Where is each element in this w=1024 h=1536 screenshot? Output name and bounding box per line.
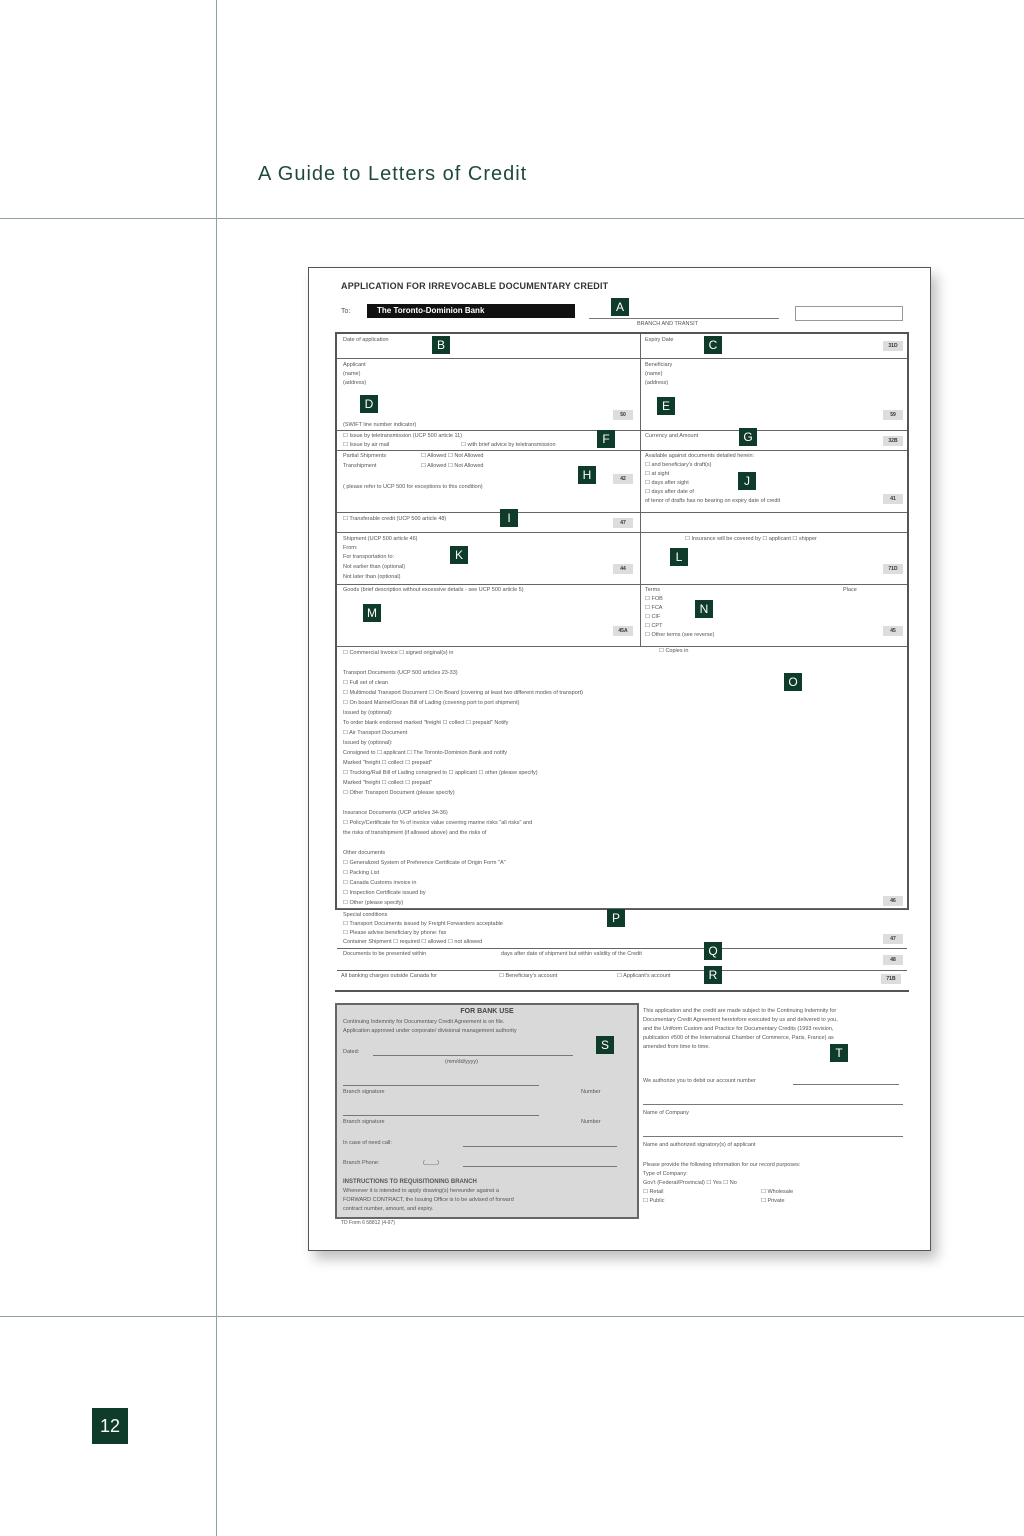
number-label-1: Number [581,1089,601,1095]
marker-h: H [578,466,596,484]
page-footer-rule [0,1316,1024,1317]
page-header-rule [0,218,1024,219]
special-line-3: ☐ Please advise beneficiary by phone: fax [343,930,447,936]
documents-presented-label: Documents to be presented within [343,951,427,957]
record-line-2: Type of Company: [643,1171,688,1177]
documents-line: ☐ Trucking/Rail Bill of Lading consigned to ☐ applicant ☐ other (please specify) [343,770,538,776]
special-line-1: Special conditions [343,912,388,918]
private-option: ☐ Private [761,1198,785,1204]
partial-shipments-label: Partial Shipments [343,453,387,459]
marker-k: K [450,546,468,564]
instructions-line-3: contract number, amount, and expiry. [343,1206,434,1212]
branch-line [589,318,779,319]
marker-r: R [704,966,722,984]
code-47b: 47 [883,934,903,944]
transhipment-label: Transhipment [343,463,377,469]
marker-n: N [695,600,713,618]
available-line-4: ☐ days after sight [645,480,689,486]
term-cpt: ☐ CPT [645,623,663,629]
partial-allowed-options: ☐ Allowed ☐ Not Allowed [421,453,484,459]
documents-line: To order blank endorsed marked "freight ☐ collect ☐ prepaid" Notify [343,720,509,726]
documents-line: Marked "freight ☐ collect ☐ prepaid" [343,760,432,766]
lc-application-form [308,267,931,1251]
grid-line [337,646,907,647]
code-46: 46 [883,896,903,906]
bank-use-heading: FOR BANK USE [460,1008,514,1015]
term-other: ☐ Other terms (see reverse) [645,632,715,638]
place-label: Place [843,587,857,593]
documents-line: Issued by (optional): [343,710,393,716]
documents-line: Insurance Documents (UCP articles 34-36) [343,810,448,816]
marker-b: B [432,336,450,354]
available-line-6: of tenor of drafts has no bearing on expiry date of credit [645,498,781,504]
code-48: 48 [883,955,903,965]
terms-text-line-1: This application and the credit are made subject to the Continuing Indemnity for [643,1008,837,1014]
grid-line [337,358,907,359]
retail-option: ☐ Retail [643,1189,664,1195]
issue-mail-option: ☐ Issue by air mail [343,442,390,448]
transhipment-allowed-options: ☐ Allowed ☐ Not Allowed [421,463,484,469]
public-option: ☐ Public [643,1198,665,1204]
marker-a: A [611,298,629,316]
marker-e: E [657,397,675,415]
expiry-date-label: Expiry Date [645,337,674,343]
code-45a: 45A [613,626,633,636]
record-line-1: Please provide the following information for our record purposes: [643,1162,801,1168]
branch-phone-label: Branch Phone: [343,1160,380,1166]
need-call-label: In case of need call: [343,1140,392,1146]
documents-line: ☐ Other Transport Document (please specify) [343,790,455,796]
available-line-1: Available against documents detailed herein: [645,453,755,459]
terms-text-line-4: publication #500 of the International Chamber of Commerce, Paris, France) as [643,1035,834,1041]
issue-tele-option: ☐ Issue by teletransmission (UCP 500 article 11) [343,433,463,439]
to-label: To: [341,308,351,315]
phone-line [463,1166,617,1167]
shipment-line-3: For transportation to: [343,554,395,560]
insurance-option: ☐ Insurance will be covered by ☐ applicant ☐ shipper [685,536,817,542]
instructions-heading: INSTRUCTIONS TO REQUISITIONING BRANCH [343,1179,477,1185]
term-fca: ☐ FCA [645,605,663,611]
branch-transit-label: BRANCH AND TRANSIT [637,321,699,327]
marker-d: D [360,395,378,413]
grid-line [337,512,907,513]
days-after-label: days after date of shipment but within validity of the Credit [501,951,642,957]
term-fob: ☐ FOB [645,596,663,602]
marker-p: P [607,909,625,927]
documents-line: Consigned to ☐ applicant ☐ The Toronto-Dominion Bank and notify [343,750,508,756]
documents-line: ☐ On board Marine/Ocean Bill of Lading (covering port to port shipment) [343,700,520,706]
shipment-line-4: Not earlier than (optional) [343,564,406,570]
instructions-line-1: Whenever it is intended to apply drawing(s) hereunder against a [343,1188,499,1194]
marker-c: C [704,336,722,354]
authorize-label: We authorize you to debit our account number [643,1078,756,1084]
date-format-label: (mm/dd/yyyy) [445,1059,478,1065]
documents-line: ☐ Air Transport Document [343,730,408,736]
instructions-line-2: FORWARD CONTRACT, the Issuing Office is to be advised of forward [343,1197,514,1203]
bank-use-box [335,1003,639,1219]
marker-i: I [500,509,518,527]
applicant-address-label: (address) [343,380,367,386]
documents-line: ☐ Packing List [343,870,380,876]
documents-line: ☐ Other (please specify) [343,900,404,906]
terms-text-line-5: amended from time to time. [643,1044,710,1050]
signatories-label: Name and authorized signatory(s) of applicant [643,1142,756,1148]
beneficiary-label: Beneficiary [645,362,673,368]
code-42: 41 [883,494,903,504]
company-name-label: Name of Company [643,1110,689,1116]
documents-line: ☐ Canada Customs invoice in [343,880,417,886]
page-number: 12 [92,1408,128,1444]
signature-line-2 [343,1115,539,1116]
signature-line-1 [343,1085,539,1086]
available-line-5: ☐ days after date of [645,489,694,495]
dated-label: Dated: [343,1049,360,1055]
transferable-option: ☐ Transferable credit (UCP 500 article 48) [343,516,447,522]
page-title: A Guide to Letters of Credit [258,163,528,185]
code-50: 50 [613,410,633,420]
special-line-4: Container Shipment ☐ required ☐ allowed ☐ not allowed [343,939,483,945]
available-line-2: ☐ and beneficiary's draft(s) [645,462,712,468]
ucp-refer-note: ( please refer to UCP 500 for exceptions to this condition) [343,484,483,490]
form-number: TD Form 6 58812 (4-97) [341,1220,395,1226]
branch-signature-label-2: Branch signature [343,1119,385,1125]
transit-box [795,306,903,321]
code-47: 47 [613,518,633,528]
bank-name: The Toronto-Dominion Bank [367,304,575,318]
marker-m: M [363,604,381,622]
code-43p: 42 [613,474,633,484]
term-cif: ☐ CIF [645,614,661,620]
code-44: 44 [613,564,633,574]
bank-use-line-2: Application approved under corporate/ divisional management authority [343,1028,517,1034]
brief-advice-option: ☐ with brief advice by teletransmission [461,442,556,448]
documents-line: ☐ Generalized System of Preference Certificate of Origin Form "A" [343,860,506,866]
code-45: 45 [883,626,903,636]
applicant-account-option: ☐ Applicant's account [617,973,671,979]
special-line-2: ☐ Transport Documents issued by Freight Forwarders acceptable [343,921,503,927]
copies-option: ☐ Copies in [659,648,689,654]
code-31d: 31D [883,341,903,351]
terms-label: Terms [645,587,660,593]
documents-line: ☐ Full set of clean [343,680,388,686]
bank-use-line-1: Continuing Indemnity for Documentary Credit Agreement is on file. [343,1019,505,1025]
beneficiary-account-option: ☐ Beneficiary's account [499,973,558,979]
marker-s: S [596,1036,614,1054]
marker-j: J [738,472,756,490]
shipment-line-2: From: [343,545,358,551]
terms-text-line-3: and the Uniform Custom and Practice for Documentary Credits (1993 revision, [643,1026,834,1032]
shipment-line-1: Shipment (UCP 500 article 46) [343,536,418,542]
number-label-2: Number [581,1119,601,1125]
page-vertical-rule [216,0,217,1536]
documents-line: ☐ Policy/Certificate for % of invoice value covering marine risks "all risks" and [343,820,533,826]
documents-line: the risks of transhipment (if allowed above) and the risks of [343,830,487,836]
documents-line: ☐ Commercial Invoice ☐ signed original(s) in [343,650,454,656]
code-71d: 71D [883,564,903,574]
applicant-name-label: (name) [343,371,361,377]
marker-g: G [739,428,757,446]
applicant-label: Applicant [343,362,366,368]
goods-label: Goods (brief description without excessive details - see UCP 500 article 5) [343,587,524,593]
form-title: APPLICATION FOR IRREVOCABLE DOCUMENTARY CREDIT [341,281,609,291]
grid-divider [640,334,641,646]
need-call-line [463,1146,617,1147]
grid-line [337,532,907,533]
wholesale-option: ☐ Wholesale [761,1189,794,1195]
beneficiary-address-label: (address) [645,380,669,386]
documents-line: Marked "freight ☐ collect ☐ prepaid" [343,780,432,786]
documents-line: ☐ Inspection Certificate issued by [343,890,426,896]
marker-q: Q [704,942,722,960]
form-main-grid [335,332,909,963]
swift-label: (SWIFT line number indicator) [343,422,417,428]
shipment-line-5: Not later than (optional) [343,574,401,580]
charges-label: All banking charges outside Canada for [341,973,438,979]
branch-signature-label-1: Branch signature [343,1089,385,1095]
marker-l: L [670,548,688,566]
beneficiary-name-label: (name) [645,371,663,377]
marker-f: F [597,430,615,448]
authorize-line-2 [643,1104,903,1105]
account-line [793,1084,899,1085]
record-line-3: Gov't (Federal/Provincial) ☐ Yes ☐ No [643,1180,737,1186]
documents-line: Transport Documents (UCP 500 articles 23-33) [343,670,458,676]
marker-t: T [830,1044,848,1062]
documents-line: Other documents [343,850,386,856]
currency-amount-label: Currency and Amount [645,433,699,439]
code-32b: 32B [883,436,903,446]
code-59: 59 [883,410,903,420]
code-71b: 71B [881,974,901,984]
available-line-3: ☐ at sight [645,471,670,477]
date-of-application-label: Date of application [343,337,389,343]
dated-line [373,1055,573,1056]
documents-line: ☐ Multimodal Transport Document ☐ On Board (covering at least two different modes of transport) [343,690,583,696]
documents-line: Issued by (optional): [343,740,393,746]
terms-text-line-2: Documentary Credit Agreement heretofore executed by us and delivered to you, [643,1017,838,1023]
phone-format: (____) [423,1160,439,1166]
charges-rule [335,990,909,992]
company-line [643,1136,903,1137]
marker-o: O [784,673,802,691]
